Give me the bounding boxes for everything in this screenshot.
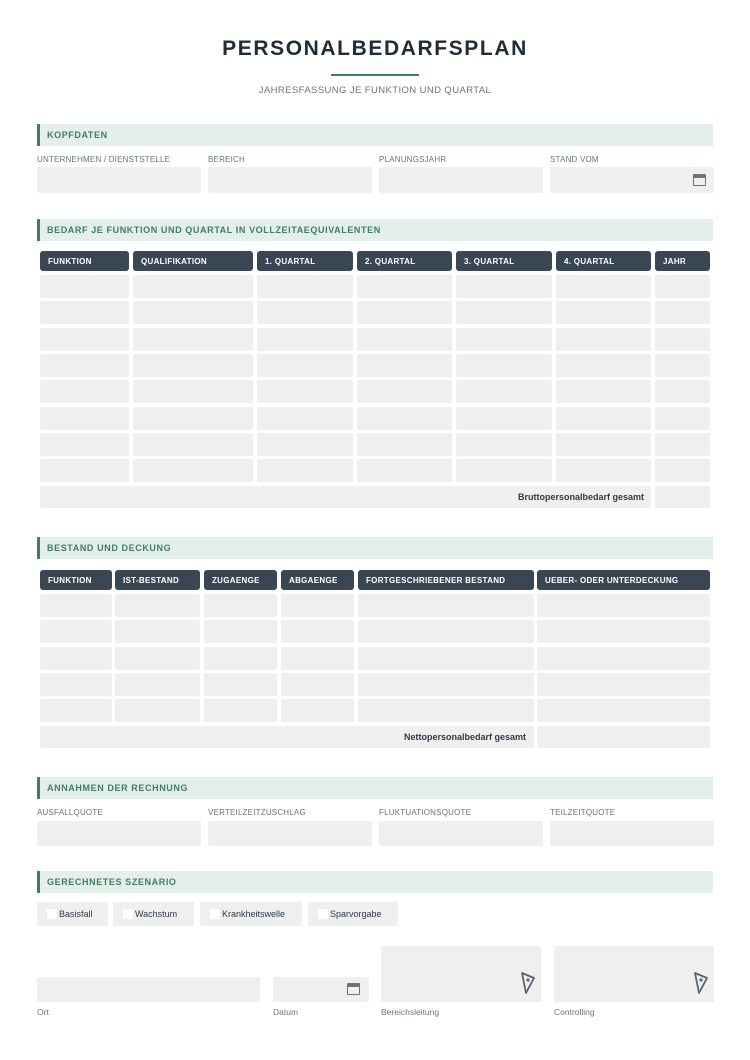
table-cell[interactable] [357, 433, 452, 456]
sig-label-datum: Datum [273, 1007, 299, 1017]
section-annahmen [37, 777, 713, 799]
table-cell[interactable] [655, 380, 710, 403]
table-cell[interactable] [357, 275, 452, 298]
table-cell[interactable] [556, 459, 651, 482]
column-header: IST-BESTAND [115, 570, 200, 590]
column-header: QUALIFIKATION [133, 251, 253, 271]
checkbox[interactable] [210, 909, 220, 919]
table-cell[interactable] [133, 380, 253, 403]
column-header: ABGAENGE [281, 570, 354, 590]
field-label-unternehmen: UNTERNEHMEN / DIENSTSTELLE [37, 155, 171, 164]
table-cell[interactable] [115, 594, 200, 617]
section-bedarf [37, 219, 713, 241]
teilzeitquote-field[interactable] [550, 821, 714, 846]
scenario-option-sparvorgabe[interactable] [308, 902, 398, 926]
table-cell[interactable] [40, 459, 129, 482]
table-cell[interactable] [204, 673, 277, 696]
bestand-total-value[interactable] [537, 726, 710, 748]
scenario-label: Sparvorgabe [330, 909, 382, 919]
section-bestand [37, 537, 713, 559]
section-title: BEDARF JE FUNKTION UND QUARTAL IN VOLLZEITAEQUIVALENTEN [47, 225, 381, 235]
section-kopfdaten [37, 124, 713, 146]
table-cell[interactable] [40, 433, 129, 456]
table-cell[interactable] [456, 275, 552, 298]
table-cell[interactable] [456, 459, 552, 482]
table-cell[interactable] [257, 459, 353, 482]
column-header: FUNKTION [40, 251, 129, 271]
section-title: GERECHNETES SZENARIO [47, 877, 177, 887]
table-cell[interactable] [537, 673, 710, 696]
table-cell[interactable] [281, 699, 354, 722]
table-cell[interactable] [133, 354, 253, 377]
table-cell[interactable] [257, 328, 353, 351]
table-cell[interactable] [456, 354, 552, 377]
table-cell[interactable] [556, 328, 651, 351]
section-title: BESTAND UND DECKUNG [47, 543, 172, 553]
table-cell[interactable] [655, 407, 710, 430]
table-cell[interactable] [655, 328, 710, 351]
pen-icon [521, 972, 535, 994]
checkbox[interactable] [123, 909, 133, 919]
table-cell[interactable] [655, 301, 710, 324]
table-cell[interactable] [357, 301, 452, 324]
table-cell[interactable] [357, 328, 452, 351]
column-header: UEBER- ODER UNTERDECKUNG [537, 570, 710, 590]
bereichsleitung-signature-field[interactable] [381, 946, 541, 1002]
table-cell[interactable] [257, 275, 353, 298]
table-cell[interactable] [281, 673, 354, 696]
table-cell[interactable] [40, 647, 112, 670]
table-cell[interactable] [456, 380, 552, 403]
table-cell[interactable] [655, 275, 710, 298]
field-label-verteilzeitzuschlag: VERTEILZEITZUSCHLAG [208, 808, 306, 817]
section-szenario [37, 871, 713, 893]
table-cell[interactable] [556, 275, 651, 298]
table-cell[interactable] [257, 380, 353, 403]
table-cell[interactable] [257, 354, 353, 377]
bedarf-total-value[interactable] [655, 486, 710, 508]
column-header: FUNKTION [40, 570, 112, 590]
bereich-field[interactable] [208, 167, 372, 193]
table-cell[interactable] [281, 620, 354, 643]
bedarf-total-label: Bruttopersonalbedarf gesamt [517, 492, 644, 502]
title-divider [331, 74, 419, 76]
table-cell[interactable] [358, 647, 534, 670]
scenario-option-basisfall[interactable] [37, 902, 108, 926]
table-cell[interactable] [133, 459, 253, 482]
sig-label-ort: Ort [37, 1007, 49, 1017]
table-cell[interactable] [456, 301, 552, 324]
scenario-label: Krankheitswelle [222, 909, 286, 919]
column-header: 2. QUARTAL [357, 251, 452, 271]
pen-icon [694, 972, 708, 994]
table-cell[interactable] [257, 407, 353, 430]
table-cell[interactable] [456, 407, 552, 430]
table-cell[interactable] [115, 647, 200, 670]
table-cell[interactable] [257, 301, 353, 324]
table-cell[interactable] [358, 620, 534, 643]
table-cell[interactable] [40, 620, 112, 643]
table-cell[interactable] [358, 673, 534, 696]
table-cell[interactable] [133, 407, 253, 430]
column-header: 1. QUARTAL [257, 251, 353, 271]
table-cell[interactable] [281, 647, 354, 670]
bestand-total-label: Nettopersonalbedarf gesamt [403, 732, 526, 742]
page-subtitle: JAHRESFASSUNG JE FUNKTION UND QUARTAL [258, 85, 492, 96]
table-cell[interactable] [556, 380, 651, 403]
table-cell[interactable] [537, 647, 710, 670]
stand-vom-date-field[interactable] [550, 167, 714, 193]
field-label-fluktuationsquote: FLUKTUATIONSQUOTE [379, 808, 472, 817]
verteilzeitzuschlag-field[interactable] [208, 821, 372, 846]
checkbox[interactable] [318, 909, 328, 919]
table-cell[interactable] [133, 301, 253, 324]
table-cell[interactable] [537, 620, 710, 643]
ort-field[interactable] [37, 977, 260, 1002]
table-cell[interactable] [556, 354, 651, 377]
column-header: 3. QUARTAL [456, 251, 552, 271]
sig-label-controlling: Controlling [554, 1007, 595, 1017]
field-label-stand-vom: STAND VOM [550, 155, 599, 164]
table-cell[interactable] [358, 594, 534, 617]
table-cell[interactable] [40, 594, 112, 617]
table-cell[interactable] [357, 354, 452, 377]
table-cell[interactable] [537, 699, 710, 722]
table-cell[interactable] [40, 328, 129, 351]
unternehmen-field[interactable] [37, 167, 201, 193]
table-cell[interactable] [204, 647, 277, 670]
calendar-icon[interactable] [347, 983, 360, 995]
planungsjahr-field[interactable] [379, 167, 543, 193]
table-cell[interactable] [133, 275, 253, 298]
table-cell[interactable] [358, 699, 534, 722]
table-cell[interactable] [40, 699, 112, 722]
table-cell[interactable] [655, 354, 710, 377]
table-cell[interactable] [357, 459, 452, 482]
table-cell[interactable] [456, 433, 552, 456]
section-title: KOPFDATEN [47, 130, 108, 140]
sig-label-bereichsleitung: Bereichsleitung [381, 1007, 440, 1017]
table-cell[interactable] [655, 459, 710, 482]
table-cell[interactable] [357, 380, 452, 403]
table-cell[interactable] [115, 620, 200, 643]
table-cell[interactable] [40, 380, 129, 403]
table-cell[interactable] [556, 433, 651, 456]
field-label-teilzeitquote: TEILZEITQUOTE [550, 808, 616, 817]
table-cell[interactable] [204, 620, 277, 643]
ausfallquote-field[interactable] [37, 821, 201, 846]
scenario-option-wachstum[interactable] [113, 902, 194, 926]
field-label-ausfallquote: AUSFALLQUOTE [37, 808, 103, 817]
column-header: 4. QUARTAL [556, 251, 651, 271]
table-cell[interactable] [456, 328, 552, 351]
calendar-icon[interactable] [693, 174, 706, 186]
table-cell[interactable] [133, 328, 253, 351]
page-title: PERSONALBEDARFSPLAN [222, 37, 528, 60]
column-header: FORTGESCHRIEBENER BESTAND [358, 570, 534, 590]
table-cell[interactable] [40, 354, 129, 377]
table-cell[interactable] [133, 433, 253, 456]
table-cell[interactable] [556, 407, 651, 430]
table-cell[interactable] [115, 699, 200, 722]
column-header: ZUGAENGE [204, 570, 277, 590]
table-cell[interactable] [40, 407, 129, 430]
controlling-signature-field[interactable] [554, 946, 714, 1002]
checkbox[interactable] [47, 909, 57, 919]
table-cell[interactable] [257, 433, 353, 456]
table-cell[interactable] [40, 673, 112, 696]
table-cell[interactable] [40, 301, 129, 324]
field-label-planungsjahr: PLANUNGSJAHR [379, 155, 447, 164]
table-cell[interactable] [357, 407, 452, 430]
table-cell[interactable] [281, 594, 354, 617]
table-cell[interactable] [204, 699, 277, 722]
section-title: ANNAHMEN DER RECHNUNG [47, 783, 189, 793]
column-header: JAHR [655, 251, 710, 271]
table-cell[interactable] [204, 594, 277, 617]
table-cell[interactable] [655, 433, 710, 456]
scenario-label: Basisfall [59, 909, 93, 919]
table-cell[interactable] [556, 301, 651, 324]
scenario-label: Wachstum [135, 909, 178, 919]
table-cell[interactable] [537, 594, 710, 617]
fluktuationsquote-field[interactable] [379, 821, 543, 846]
table-cell[interactable] [40, 275, 129, 298]
scenario-option-krankheitswelle[interactable] [200, 902, 302, 926]
field-label-bereich: BEREICH [208, 155, 245, 164]
table-cell[interactable] [115, 673, 200, 696]
